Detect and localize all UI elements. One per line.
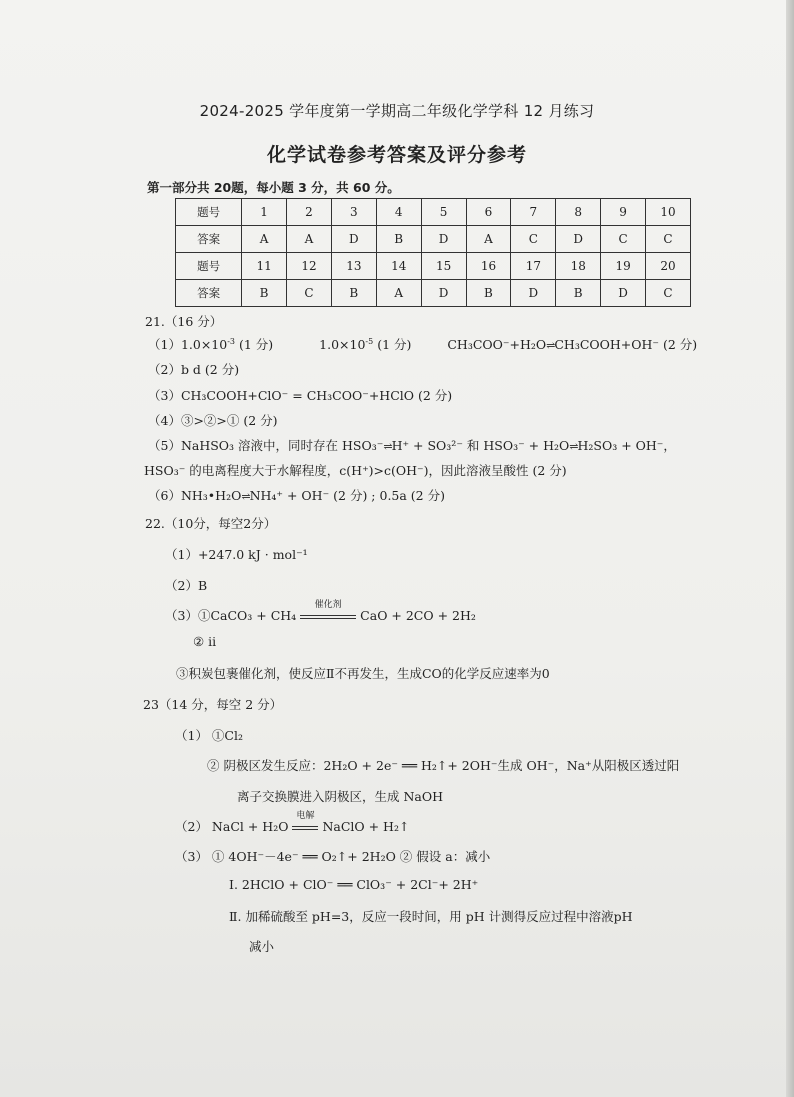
table-cell: 5 xyxy=(421,199,466,226)
row-label: 题号 xyxy=(176,253,242,280)
condition-arrow xyxy=(292,811,318,834)
table-cell: 9 xyxy=(601,199,646,226)
table-cell: 18 xyxy=(556,253,601,280)
q21-1-c: CH₃COO⁻+H₂O xyxy=(447,337,547,352)
reversible-arrow-icon: ⇌ xyxy=(569,440,578,453)
answer-table xyxy=(175,198,691,307)
q22-line-4: ② ii xyxy=(193,634,217,649)
q22-line-2: （2）B xyxy=(165,578,208,593)
q22-heading: 22.（10分，每空2分） xyxy=(145,516,277,531)
q21-6-a: （6）NH₃•H₂O xyxy=(148,488,242,503)
q21-line-2: （2）b d (2 分) xyxy=(148,362,240,377)
table-cell: D xyxy=(421,226,466,253)
q23-4-a: （2） NaCl + H₂O xyxy=(175,819,289,834)
electrolysis-label: 电解 xyxy=(296,811,315,821)
equals-sign xyxy=(300,615,356,619)
q23-4-b: NaClO + H₂↑ xyxy=(322,819,410,834)
table-cell: A xyxy=(242,226,287,253)
table-cell: C xyxy=(511,226,556,253)
row-label: 题号 xyxy=(176,199,242,226)
q21-5-b: H⁺ + SO₃²⁻ 和 HSO₃⁻ + H₂O xyxy=(391,438,570,453)
q21-1-b-points: (1 分) xyxy=(377,337,412,352)
q21-5-a: （5）NaHSO₃ 溶液中，同时存在 HSO₃⁻ xyxy=(148,438,384,453)
q22-line-1: （1）+247.0 kJ · mol⁻¹ xyxy=(165,547,308,562)
table-cell: C xyxy=(646,280,691,307)
q23-line-6: Ⅰ. 2HClO + ClO⁻ ══ ClO₃⁻ + 2Cl⁻+ 2H⁺ xyxy=(229,877,479,892)
table-row xyxy=(176,280,691,307)
condition-arrow xyxy=(300,600,356,623)
q22-3-a: （3）①CaCO₃ + CH₄ xyxy=(165,608,297,623)
table-cell: C xyxy=(287,280,332,307)
q21-1-a: （1）1.0×10 xyxy=(148,337,228,352)
table-cell: A xyxy=(466,226,511,253)
q23-line-8: 减小 xyxy=(249,939,275,954)
table-cell: 6 xyxy=(466,199,511,226)
table-cell: A xyxy=(376,280,421,307)
q23-heading: 23（14 分，每空 2 分） xyxy=(143,697,283,712)
table-cell: 14 xyxy=(376,253,421,280)
table-cell: B xyxy=(556,280,601,307)
answer-key-title: 化学试卷参考答案及评分参考 xyxy=(266,144,527,166)
table-cell: C xyxy=(646,226,691,253)
q21-line-3: （3）CH₃COOH+ClO⁻ = CH₃COO⁻+HClO (2 分) xyxy=(148,388,453,403)
q21-heading: 21.（16 分） xyxy=(145,314,223,329)
table-cell: D xyxy=(331,226,376,253)
table-cell: 7 xyxy=(511,199,556,226)
q21-line-6 xyxy=(148,486,445,504)
table-cell: 13 xyxy=(331,253,376,280)
table-cell: A xyxy=(287,226,332,253)
q21-line-1 xyxy=(148,335,697,353)
table-cell: B xyxy=(242,280,287,307)
table-cell: 19 xyxy=(601,253,646,280)
table-cell: 17 xyxy=(511,253,556,280)
reversible-arrow-icon: ⇌ xyxy=(546,339,555,352)
table-cell: D xyxy=(511,280,556,307)
part1-intro: 第一部分共 20题，每小题 3 分，共 60 分。 xyxy=(147,180,400,195)
q21-1-b: 1.0×10 xyxy=(319,337,366,352)
q21-1-a-points: (1 分) xyxy=(239,337,274,352)
table-cell: 10 xyxy=(646,199,691,226)
table-cell: 16 xyxy=(466,253,511,280)
table-cell: 1 xyxy=(242,199,287,226)
q22-3-b: CaO + 2CO + 2H₂ xyxy=(360,608,476,623)
table-cell: 11 xyxy=(242,253,287,280)
table-cell: B xyxy=(331,280,376,307)
table-cell: 20 xyxy=(646,253,691,280)
table-cell: 15 xyxy=(421,253,466,280)
table-row xyxy=(176,226,691,253)
table-row xyxy=(176,253,691,280)
table-cell: D xyxy=(421,280,466,307)
q23-line-5: （3） ① 4OH⁻－4e⁻ ══ O₂↑+ 2H₂O ② 假设 a：减小 xyxy=(175,849,491,864)
table-row xyxy=(176,199,691,226)
q21-1-a-exp: -3 xyxy=(227,336,236,346)
q21-6-b: NH₄⁺ + OH⁻ (2 分) ; 0.5a (2 分) xyxy=(249,488,445,503)
q23-line-2: ② 阴极区发生反应：2H₂O + 2e⁻ ══ H₂↑+ 2OH⁻生成 OH⁻，Na⁺从阳极区透过阳 xyxy=(207,758,680,773)
table-cell: B xyxy=(466,280,511,307)
table-cell: D xyxy=(556,226,601,253)
exam-title: 2024-2025 学年度第一学期高二年级化学学科 12 月练习 xyxy=(199,102,595,120)
table-cell: 4 xyxy=(376,199,421,226)
q23-line-1: （1） ①Cl₂ xyxy=(175,728,243,743)
q23-line-4 xyxy=(175,811,410,835)
table-cell: B xyxy=(376,226,421,253)
reversible-arrow-icon: ⇌ xyxy=(383,440,392,453)
table-cell: D xyxy=(601,280,646,307)
q21-1-b-exp: -5 xyxy=(365,336,374,346)
q23-line-7: Ⅱ. 加稀硫酸至 pH=3，反应一段时间，用 pH 计测得反应过程中溶液pH xyxy=(229,909,633,924)
table-cell: 3 xyxy=(331,199,376,226)
table-cell: C xyxy=(601,226,646,253)
table-cell: 2 xyxy=(287,199,332,226)
q23-line-3: 离子交换膜进入阴极区，生成 NaOH xyxy=(237,789,444,804)
q21-line-5 xyxy=(148,436,676,454)
q21-1-d: CH₃COOH+OH⁻ (2 分) xyxy=(554,337,698,352)
table-cell: 12 xyxy=(287,253,332,280)
row-label: 答案 xyxy=(176,280,242,307)
q21-5-c: H₂SO₃ + OH⁻， xyxy=(577,438,676,453)
q22-line-3 xyxy=(165,600,476,624)
q22-line-5: ③积炭包裹催化剂，使反应Ⅱ不再发生，生成CO的化学反应速率为0 xyxy=(176,666,550,681)
equals-sign xyxy=(292,826,318,830)
q21-line-5-cont: HSO₃⁻ 的电离程度大于水解程度，c(H⁺)>c(OH⁻)，因此溶液呈酸性 (2 分) xyxy=(144,463,567,478)
q21-line-4: （4）③>②>① (2 分) xyxy=(148,413,278,428)
table-cell: 8 xyxy=(556,199,601,226)
reversible-arrow-icon: ⇌ xyxy=(241,490,250,503)
catalyst-label: 催化剂 xyxy=(314,600,342,610)
row-label: 答案 xyxy=(176,226,242,253)
